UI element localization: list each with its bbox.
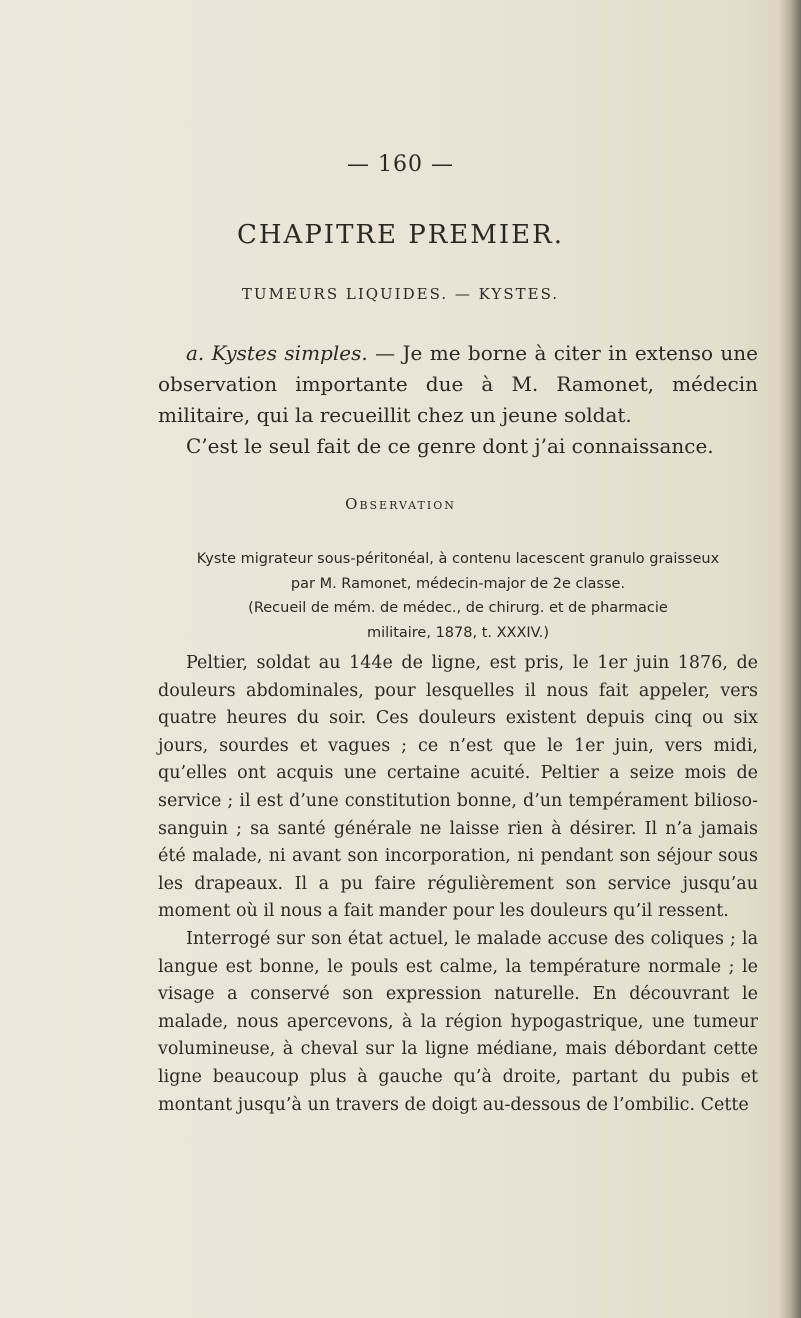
chapter-title: CHAPITRE PREMIER. (236, 220, 565, 250)
page-edge-shadow (779, 0, 801, 1318)
caption-line-2: par M. Ramonet, médecin-major de 2e classe. (290, 575, 626, 592)
page-number: — 160 — (347, 152, 454, 177)
caption-line-1: Kyste migrateur sous-péritonéal, à contenu lacescent granulo graisseux (196, 551, 720, 567)
intro-paragraph-1 (158, 338, 758, 431)
intro-text (158, 338, 758, 462)
observation-heading: Observation (345, 495, 456, 513)
caption-line-4: militaire, 1878, t. XXXIV.) (366, 624, 549, 641)
subsection-label: a. Kystes simples. (186, 341, 368, 365)
intro-paragraph-2: C’est le seul fait de ce genre dont j’ai connaissance. (186, 434, 714, 458)
observation-caption (158, 547, 758, 645)
caption-line-3: (Recueil de mém. de médec., de chirurg. et de pharmacie (248, 600, 668, 616)
intro-paragraph-1-text: — Je me borne à citer in extenso une observation importante due à M. Ramonet, médecin militaire, qui la recueillit chez un jeune soldat. (158, 341, 759, 427)
section-title: TUMEURS LIQUIDES. — KYSTES. (241, 285, 560, 303)
body-paragraph-2: Interrogé sur son état actuel, le malade accuse des coliques ; la langue est bonne, le pouls est calme, la température normale ; le visage a conservé son expression naturelle. En découvrant le malade, nous apercevons, à la région hypogastrique, une tumeur volumineuse, à cheval sur la ligne médiane, mais débordant cette ligne beaucoup plus à gauche qu’à droite, partant du pubis et montant jusqu’à un travers de doigt au-dessous de l’ombilic. Cette (158, 928, 758, 1115)
observation-body (158, 650, 758, 1119)
body-paragraph-1: Peltier, soldat au 144e de ligne, est pris, le 1er juin 1876, de douleurs abdominales, pour lesquelles il nous fait appeler, vers quatre heures du soir. Ces douleurs existent depuis cinq ou six jours, sourdes et vagues ; ce n’est que le 1er juin, vers midi, qu’elles ont acquis une certaine acuité. Peltier a seize mois de service ; il est d’une constitution bonne, d’un tempérament bilioso-sanguin ; sa santé générale ne laisse rien à désirer. Il n’a jamais été malade, ni avant son incorporation, ni pendant son séjour sous les drapeaux. Il a pu faire régulièrement son service jusqu’au moment où il nous a fait mander pour les douleurs qu’il ressent. (158, 653, 758, 922)
